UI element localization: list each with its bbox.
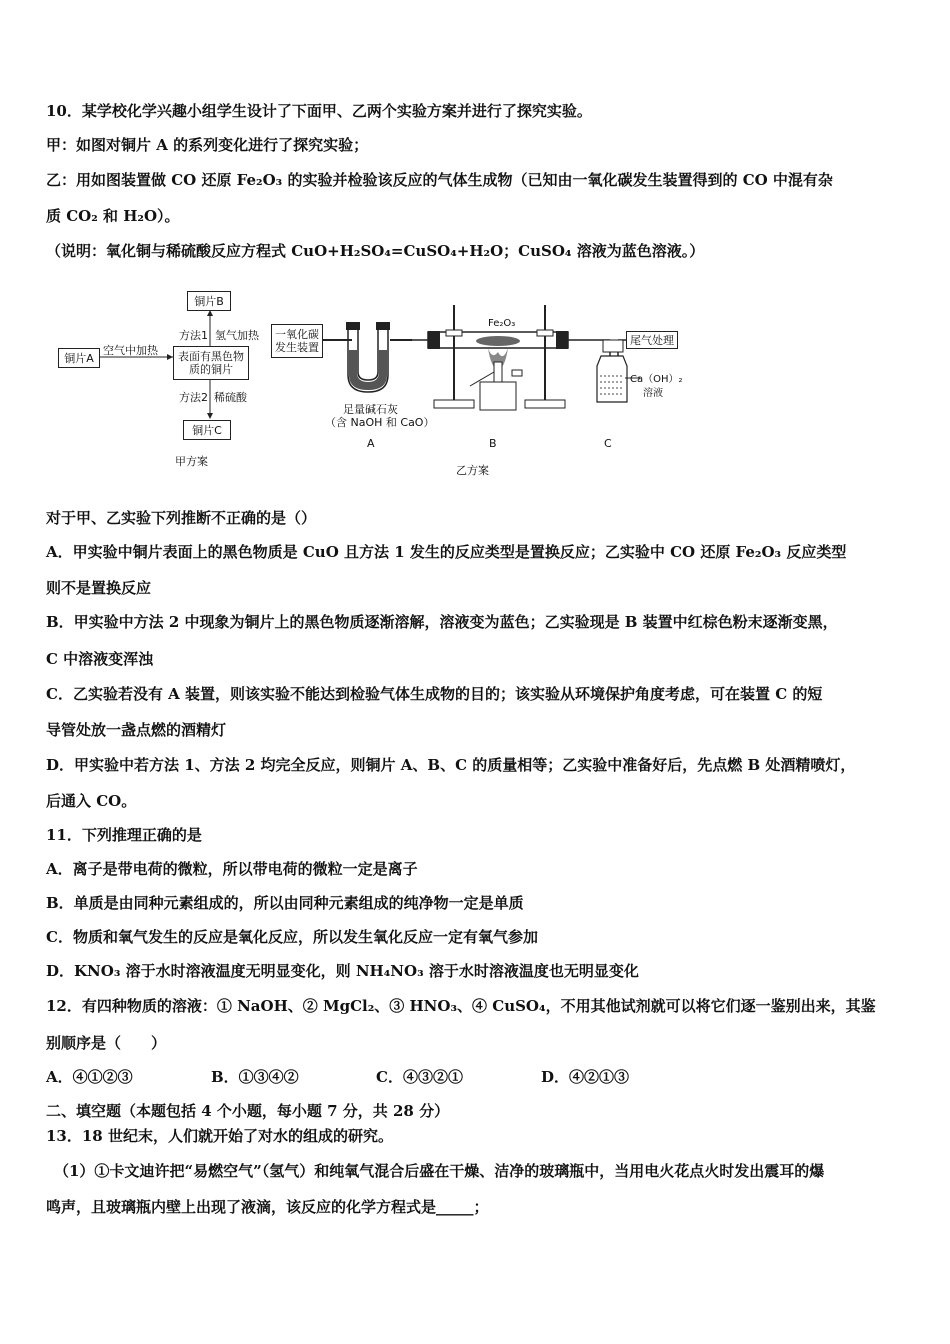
q13-stem: 13．18 世纪末，人们就开始了对水的组成的研究。: [46, 1127, 393, 1145]
q12-option-c: C．④③②①: [376, 1068, 463, 1086]
label-jia-plan: 甲方案: [175, 455, 208, 468]
q10-jia: 甲：如图对铜片 A 的系列变化进行了探究实验；: [46, 136, 369, 154]
label-fe2o3: Fe₂O₃: [488, 318, 516, 329]
box-tail-gas: 尾气处理: [626, 331, 678, 349]
label-soda-lime-composition: （含 NaOH 和 CaO）: [325, 416, 435, 429]
label-a: A: [367, 437, 375, 450]
q11-option-b: B．单质是由同种元素组成的，所以由同种元素组成的纯净物一定是单质: [46, 894, 524, 912]
label-dilute-acid: 稀硫酸: [214, 391, 247, 404]
label-method1: 方法1: [179, 329, 208, 342]
q11-option-a: A．离子是带电荷的微粒，所以带电荷的微粒一定是离子: [46, 860, 418, 878]
q10-option-c-line1: C．乙实验若没有 A 装置，则该实验不能达到检验气体生成物的目的；该实验从环境保护角度考虑，可在装置 C 的短: [46, 685, 823, 703]
label-solution: 溶液: [643, 388, 663, 399]
q10-option-d-line1: D．甲实验中若方法 1、方法 2 均完全反应，则铜片 A、B、C 的质量相等；乙实验中准备好后，先点燃 B 处酒精喷灯，: [46, 756, 856, 774]
label-air-heat: 空气中加热: [103, 344, 158, 357]
box-copper-a: 铜片A: [58, 348, 100, 368]
q10-note: （说明：氧化铜与稀硫酸反应方程式 CuO+H₂SO₄=CuSO₄+H₂O；CuSO₄ 溶液为蓝色溶液。）: [46, 242, 705, 260]
q10-stem: 10．某学校化学兴趣小组学生设计了下面甲、乙两个实验方案并进行了探究实验。: [46, 102, 592, 120]
q12-option-a: A．④①②③: [46, 1068, 133, 1086]
label-hydrogen-heat: 氢气加热: [215, 329, 259, 342]
q12-stem-line2: 别顺序是（ ）: [46, 1034, 167, 1052]
q10-option-a-line1: A．甲实验中铜片表面上的黑色物质是 CuO 且方法 1 发生的反应类型是置换反应；乙实验中 CO 还原 Fe₂O₃ 反应类型: [46, 543, 847, 561]
box-copper-b: 铜片B: [187, 291, 231, 311]
box-copper-c: 铜片C: [183, 420, 231, 440]
u-tube-a: [346, 322, 430, 392]
label-yi-plan: 乙方案: [456, 464, 489, 477]
q10-question: 对于甲、乙实验下列推断不正确的是（）: [46, 509, 317, 527]
q10-option-c-line2: 导管处放一盏点燃的酒精灯: [46, 721, 227, 739]
q10-option-b-line1: B．甲实验中方法 2 中现象为铜片上的黑色物质逐渐溶解，溶液变为蓝色；乙实验现是 B 装置中红棕色粉末逐渐变黑，: [46, 613, 838, 631]
label-b: B: [489, 437, 497, 450]
section-fill-in-title: 二、填空题（本题包括 4 个小题，每小题 7 分，共 28 分）: [46, 1102, 450, 1120]
q10-option-a-line2: 则不是置换反应: [46, 579, 152, 597]
q10-yi-line1: 乙：用如图装置做 CO 还原 Fe₂O₃ 的实验并检验该反应的气体生成物（已知由一氧化碳发生装置得到的 CO 中混有杂: [46, 171, 833, 189]
q11-option-c: C．物质和氧气发生的反应是氧化反应，所以发生氧化反应一定有氧气参加: [46, 928, 538, 946]
label-soda-lime: 足量碱石灰: [343, 403, 398, 416]
q12-option-b: B．①③④②: [211, 1068, 299, 1086]
q11-stem: 11．下列推理正确的是: [46, 826, 202, 844]
label-caoh2: Ca（OH）₂: [630, 374, 683, 385]
q12-option-d: D．④②①③: [541, 1068, 630, 1086]
label-c: C: [604, 437, 612, 450]
q10-option-d-line2: 后通入 CO。: [46, 792, 137, 810]
q11-option-d: D．KNO₃ 溶于水时溶液温度无明显变化，则 NH₄NO₃ 溶于水时溶液温度也无明显变化: [46, 962, 639, 980]
box-black-copper: 表面有黑色物质的铜片: [173, 346, 249, 380]
box-co-generator: 一氧化碳发生装置: [271, 324, 323, 358]
q10-option-b-line2: C 中溶液变浑浊: [46, 650, 154, 668]
apparatus-b: [428, 305, 610, 410]
q12-stem-line1: 12．有四种物质的溶液：① NaOH、② MgCl₂、③ HNO₃、④ CuSO₄，不用其他试剂就可以将它们逐一鉴别出来，其鉴: [46, 997, 876, 1015]
label-method2: 方法2: [179, 391, 208, 404]
q13-part1-line1: （1）①卡文迪许把“易燃空气”（氢气）和纯氧气混合后盛在干燥、洁净的玻璃瓶中，当用电火花点火时发出震耳的爆: [54, 1162, 825, 1180]
q13-part1-line2: 鸣声，且玻璃瓶内壁上出现了液滴，该反应的化学方程式是_____；: [46, 1198, 489, 1216]
q10-yi-line2: 质 CO₂ 和 H₂O）。: [46, 207, 180, 225]
